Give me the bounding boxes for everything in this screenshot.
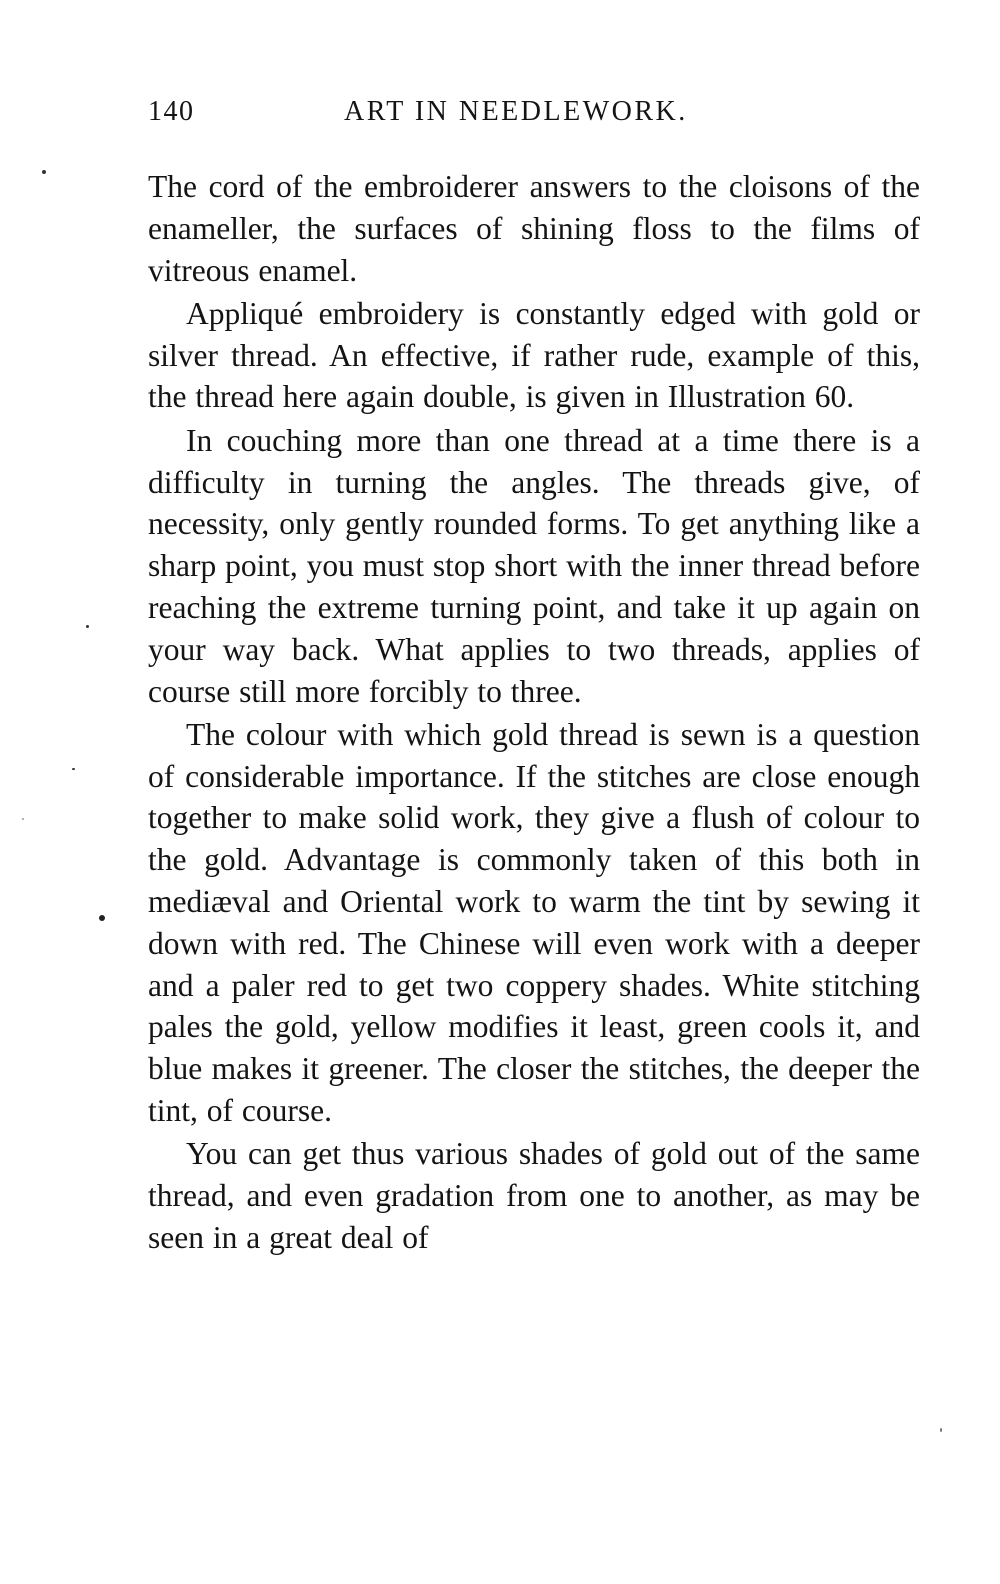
scan-speck [99, 915, 105, 921]
running-head [148, 96, 920, 136]
paragraph-colour: The colour with which gold thread is sewn is a question of considerable importance. If the stitches are close enough together to make solid work, they give a flush of colour to the gold. Advantage is commonly taken of this both in mediæval and Oriental work to warm the tint by sewing it down with red. The Chinese will even work with a deeper and a paler red to get two coppery shades. White stitching pales the gold, yellow modifies it least, green cools it, and blue makes it greener. The closer the stitches, the deeper the tint, of course. [148, 716, 920, 1129]
scan-speck [940, 1428, 942, 1432]
scan-speck [86, 625, 89, 628]
paragraph-applique: Appliqué embroidery is constantly edged with gold or silver thread. An effective, if rather rude, example of this, the thread here again double, is given in Illustration 60. [148, 295, 920, 415]
scan-speck [72, 768, 75, 770]
scan-speck [42, 170, 46, 174]
page-number: 140 [148, 96, 195, 127]
paragraph-cord-cloisons: The cord of the embroiderer answers to the cloisons of the enameller, the surfaces of shining floss to the films of vitreous enamel. [148, 169, 920, 288]
scan-speck [22, 818, 24, 820]
running-title: ART IN NEEDLEWORK. [344, 96, 688, 127]
body-text [148, 166, 920, 1259]
paragraph-couching: In couching more than one thread at a time there is a difficulty in turning the angles. The threads give, of necessity, only gently rounded forms. To get anything like a sharp point, you must stop short with the inner thread before reaching the extreme turning point, and take it up again on your way back. What applies to two threads, applies of course still more forcibly to three. [148, 422, 920, 709]
paragraph-shades: You can get thus various shades of gold out of the same thread, and even gradation from one to another, as may be seen in a great deal of [148, 1136, 920, 1255]
